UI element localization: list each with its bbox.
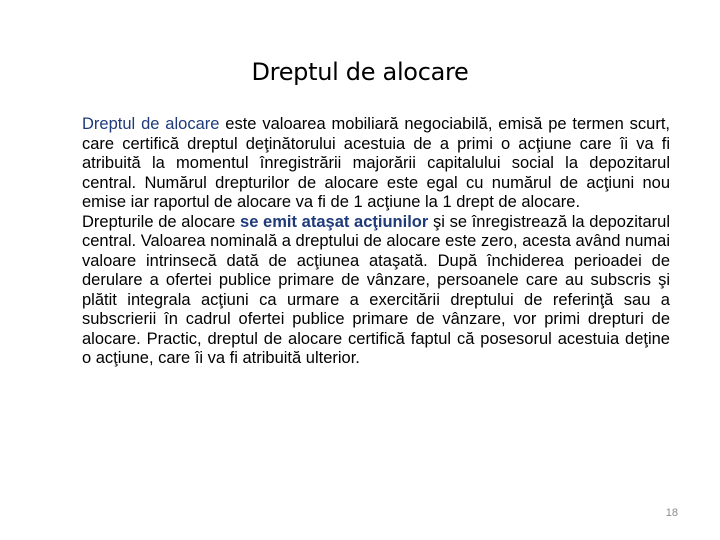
details-intro: Drepturile de alocare [82,212,241,231]
paragraph-details [82,213,670,369]
term-highlight: Dreptul de alocare [82,115,220,133]
slide-body [82,115,670,369]
slide-title: Dreptul de alocare [251,58,469,86]
definition-text: este valoarea mobiliară negociabilă, emisă pe termen scurt, care certifică dreptul deţinătorului acestuia de a primi o acţiune care îi va fi atribuită la momentul înregistrării majorării capitalului social la depozitarul central. Numărul drepturilor de alocare este egal cu numărul de acţiuni nou emise iar raportul de alocare va fi de 1 acţiune la 1 drept de alocare. [82,115,670,211]
emphasis-highlight: se emit ataşat acţiunilor [240,212,429,231]
paragraph-definition [82,115,670,213]
details-text: şi se înregistrează la depozitarul central. Valoarea nominală a dreptului de alocare este zero, acesta având numai valoare intrinsecă dată de acţiunea ataşată. După închiderea perioadei de derulare a ofertei publice primare de vânzare, persoanele care au subscris şi plătit integrala acţiuni ca urmare a exercitării dreptului de referinţă sau a subscrierii în cadrul ofertei publice primare de vânzare, vor primi drepturi de alocare. Practic, dreptul de alocare certifică faptul că posesorul acestuia deţine o acţiune, care îi va fi atribuită ulterior. [82,212,670,367]
page-number: 18 [665,507,678,519]
